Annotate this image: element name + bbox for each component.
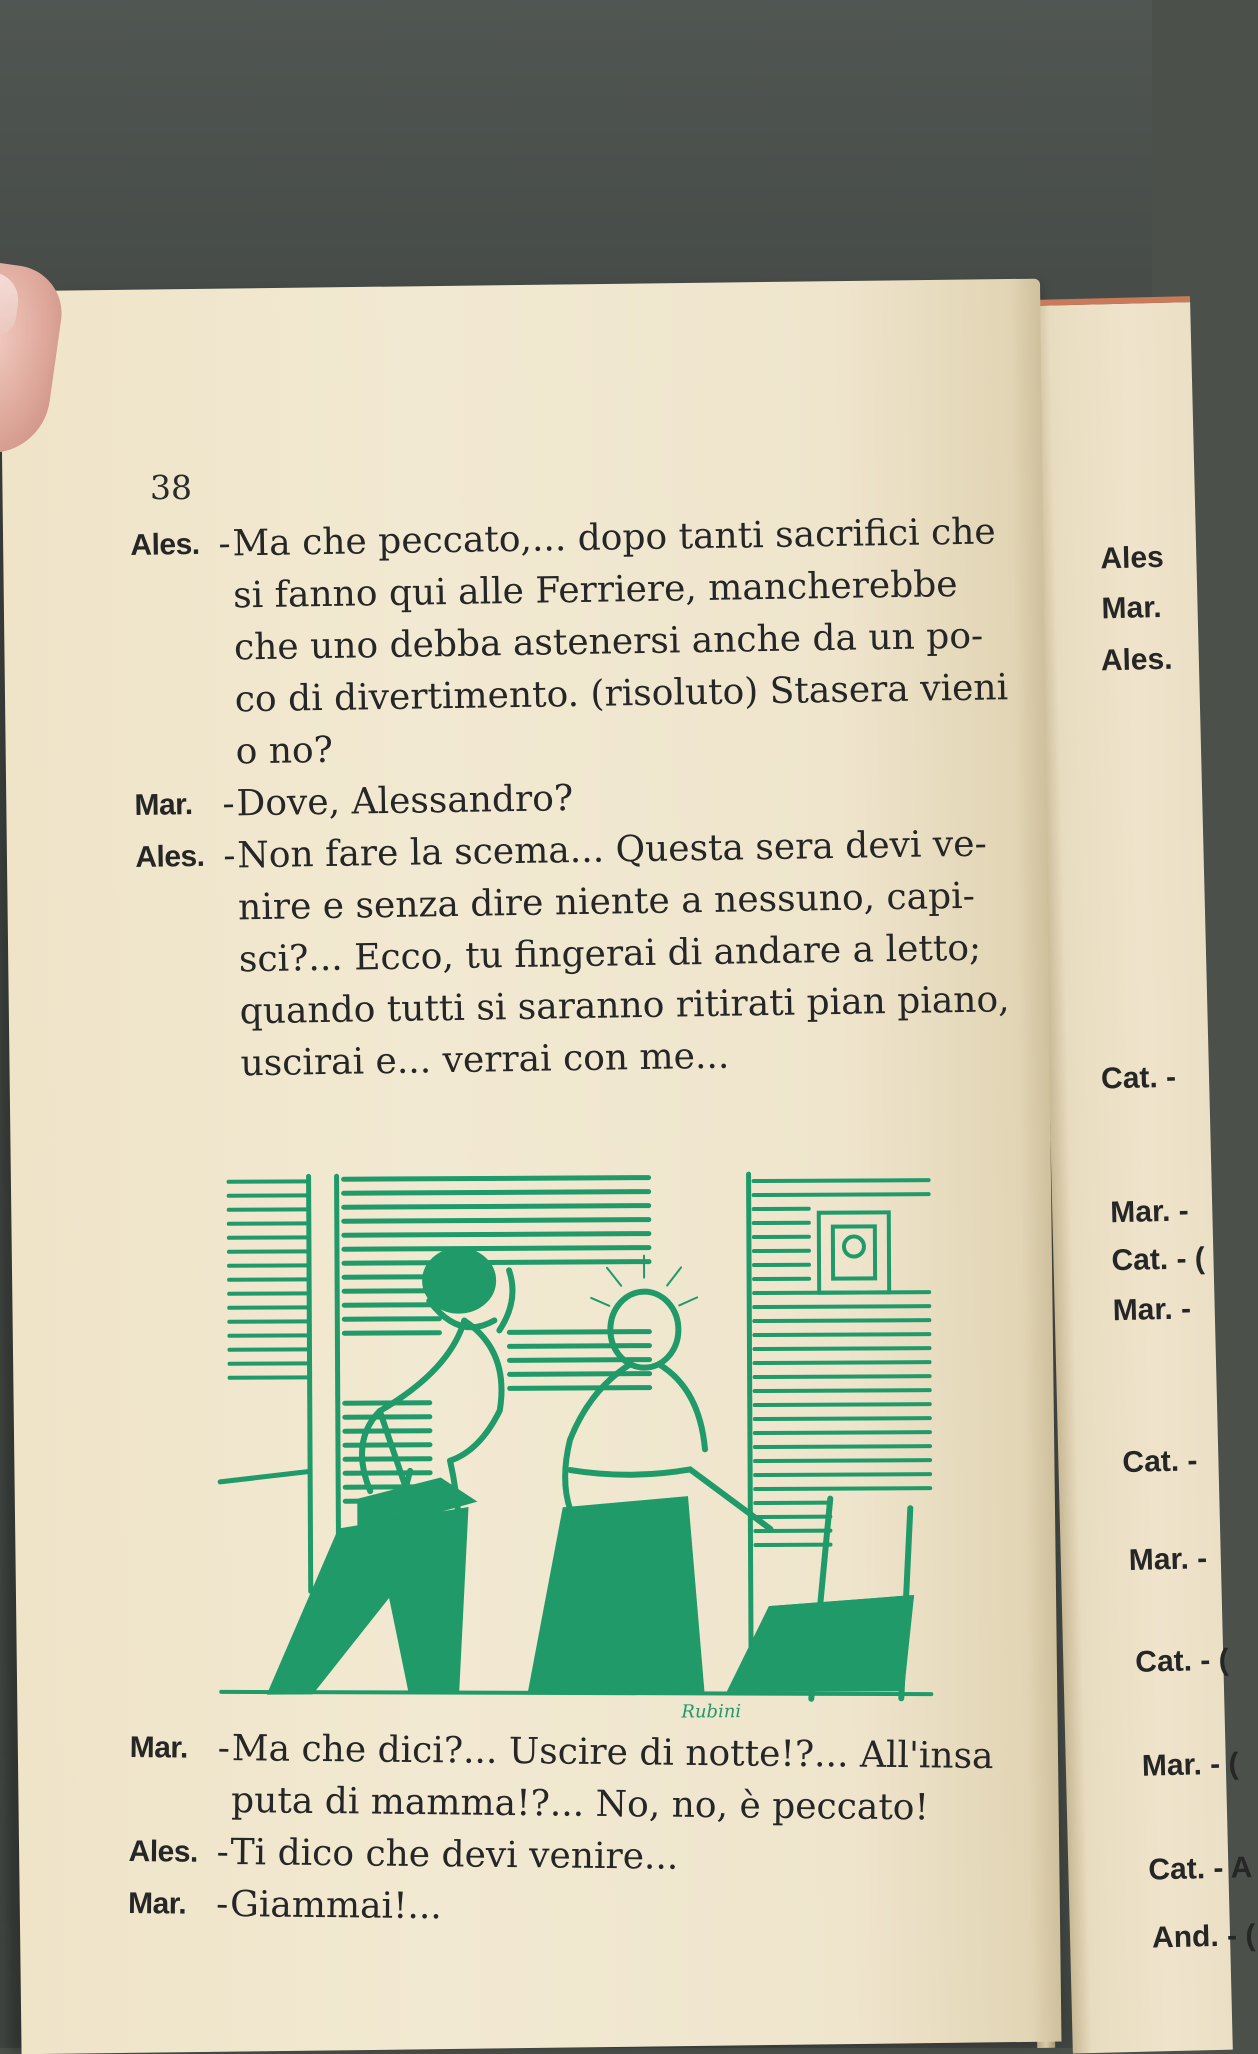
right-speaker-label: Cat. - [1122,1444,1198,1480]
speaker-label: Ales. [128,1826,217,1879]
wall-hatching-right [754,1180,931,1545]
speaker-dash: - [222,778,237,830]
speech-line: co di divertimento. (risoluto) Stasera vieni [234,662,1033,727]
dialogue-turn [128,1878,1028,1939]
speaker-label: Ales. [130,519,219,572]
speech-line: si fanno qui alle Ferriere, mancherebbe [233,558,1032,623]
speech-line: puta di mamma!?... No, no, è peccato! [231,1775,1030,1835]
speaker-label: Mar. [128,1878,217,1931]
speech-line: Ma che peccato,... dopo tanti sacrifici che [232,506,1031,571]
speaker-label: Mar. [134,779,223,832]
speaker-dash: - [218,518,233,570]
speech-text [232,506,1034,779]
speaker-dash: - [217,1723,232,1775]
page-number: 38 [150,468,192,507]
speech-line: Dove, Alessandro? [236,766,1035,831]
right-speaker-label: Mar. - [1128,1542,1207,1578]
illustrator-signature: Rubini [680,1701,741,1722]
dialogue-turn [130,506,1034,780]
woodcut-illustration [209,1168,942,1732]
speech-line: sci?... Ecco, tu fingerai di andare a letto; [239,922,1038,987]
speech-line: che uno debba astenersi anche da un po- [234,610,1033,675]
dialogue-block-bottom [128,1722,1030,1939]
speech-line: quando tutti si saranno ritirati pian piano, [239,974,1038,1039]
speech-line: Non fare la scema... Questa sera devi ve- [237,818,1036,883]
right-speaker-label: Mar. - ( [1141,1747,1238,1783]
dialogue-turn [129,1722,1030,1835]
speech-line: o no? [235,714,1034,779]
speech-text [237,818,1039,1091]
right-speaker-label: Mar. - [1112,1292,1191,1328]
speech-line: Ma che dici?... Uscire di notte!?... All'insa [231,1723,1030,1783]
right-speaker-label: Mar. [1101,591,1162,626]
dialogue-turn [128,1826,1028,1887]
dialogue-block-top [130,506,1039,1092]
speech-text [230,1827,1029,1887]
speech-line: Giammai!... [230,1879,1029,1939]
chair [730,1498,911,1699]
right-speaker-label: Ales [1100,541,1164,577]
back-wall-hatching [344,1178,651,1502]
right-speaker-label: And. - ( [1152,1919,1256,1956]
right-speaker-label: Cat. - ( [1135,1644,1229,1680]
speaker-dash: - [216,1827,231,1879]
dialogue-turn [135,818,1039,1092]
speech-line: uscirai e... verrai con me... [240,1026,1039,1091]
speech-text [230,1879,1029,1939]
speaker-label: Ales. [135,831,224,884]
speaker-label: Mar. [129,1722,218,1775]
right-speaker-label: Mar. - [1110,1194,1189,1230]
speaker-dash: - [223,830,238,882]
speech-line: Ti dico che devi venire... [230,1827,1029,1887]
wall-hatching-left [229,1181,310,1377]
illustration-drawing [209,1168,942,1732]
speech-line: nire e senza dire niente a nessuno, capi- [238,870,1037,935]
speech-text [231,1723,1030,1835]
right-speaker-label: Cat. - ( [1111,1242,1205,1278]
right-speaker-label: Cat. - [1101,1061,1177,1097]
right-speaker-label: Cat. - A [1148,1851,1253,1888]
picture-frame [819,1212,889,1292]
thumbnail-nail [0,270,22,337]
wall-corner [749,1174,752,1689]
woman-figure [529,1255,771,1690]
speaker-dash: - [216,1879,231,1931]
right-speaker-label: Ales. [1100,643,1173,679]
